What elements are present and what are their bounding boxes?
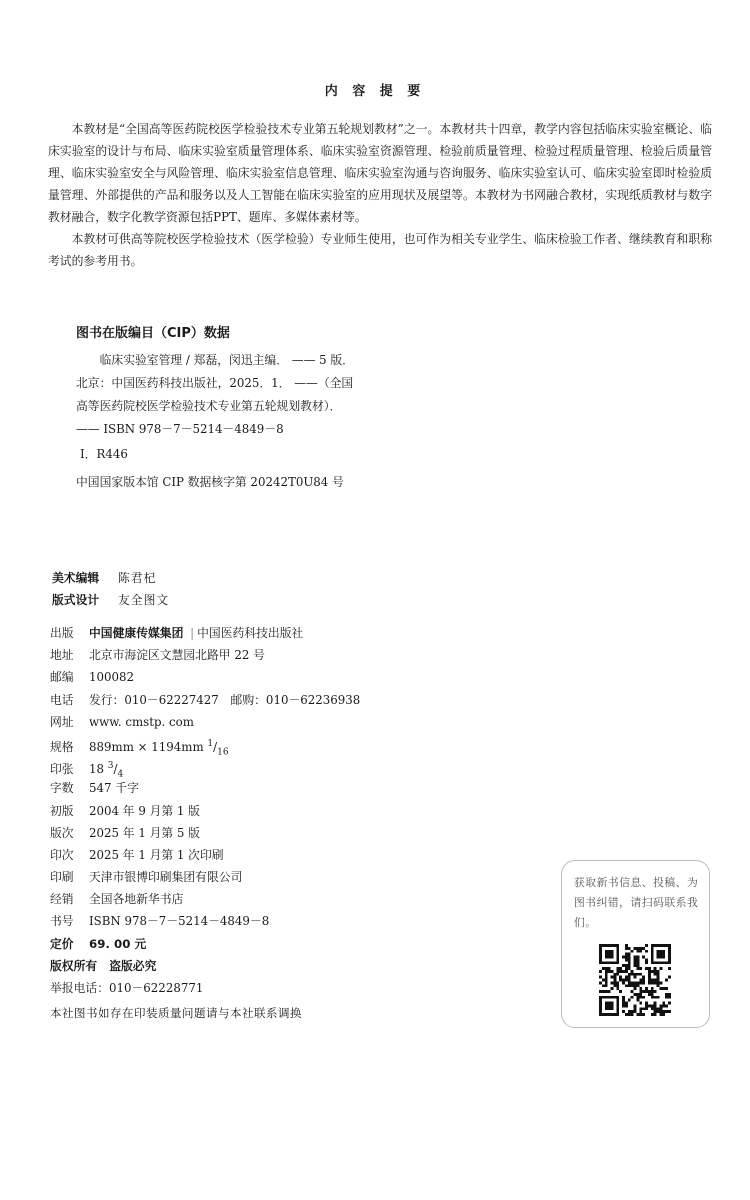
- footer-note: 本社图书如存在印装质量问题请与本社联系调换: [50, 1006, 302, 1020]
- staff-value: 陈君杞: [118, 571, 157, 585]
- info-rights: [50, 955, 360, 977]
- publisher-name: 中国医药科技出版社: [197, 626, 304, 640]
- info-value: 全国各地新华书店: [89, 892, 184, 907]
- info-key: 经销: [50, 892, 74, 907]
- info-value: 69. 00 元: [89, 936, 147, 951]
- info-website: [50, 711, 360, 733]
- info-key: 定价: [50, 936, 74, 951]
- info-report-phone: 举报电话：010－62228771: [50, 981, 204, 995]
- cip-record: [76, 349, 358, 441]
- info-value: 547 千字: [89, 781, 139, 796]
- info-address: [50, 644, 360, 666]
- info-key: 印张: [50, 762, 74, 777]
- cip-classification: Ⅰ．R446: [80, 447, 128, 461]
- info-value: 北京市海淀区文慧园北路甲 22 号: [89, 648, 265, 663]
- cip-line: 北京：中国医药科技出版社，2025．1． ——（全国高等医药院校医学检验技术专业第五轮规划教材）． —— ISBN 978－7－5214－4849－8: [76, 376, 354, 436]
- info-printer: [50, 866, 360, 888]
- info-printing: [50, 844, 360, 866]
- fraction-denominator: 4: [117, 769, 124, 780]
- info-key: 初版: [50, 803, 74, 818]
- info-words: [50, 777, 360, 799]
- info-value: 2025 年 1 月第 5 版: [89, 825, 200, 840]
- info-edition: [50, 822, 360, 844]
- info-isbn: [50, 910, 360, 932]
- info-key: 规格: [50, 739, 74, 754]
- fraction-denominator: 16: [217, 747, 229, 758]
- info-key: 印次: [50, 847, 74, 862]
- info-key: 版权所有: [50, 958, 98, 973]
- info-key: 地址: [50, 648, 74, 663]
- cip-line: 临床实验室管理 / 郑磊，闵迅主编． —— 5 版．: [99, 353, 354, 367]
- cip-cert-number: 中国国家版本馆 CIP 数据核字第 20242T0U84 号: [76, 475, 344, 489]
- info-price: [50, 933, 360, 955]
- fraction-numerator: 3: [107, 761, 114, 772]
- info-key: 字数: [50, 781, 74, 796]
- info-value: 发行：010－62227427 邮购：010－62236938: [89, 692, 361, 707]
- info-key: 网址: [50, 714, 74, 729]
- info-value: 2025 年 1 月第 1 次印刷: [89, 847, 224, 862]
- qr-card-text: 获取新书信息、投稿、为图书纠错，请扫码联系我们。: [574, 876, 699, 929]
- info-key: 版次: [50, 825, 74, 840]
- summary-title: 内 容 提 要: [324, 84, 426, 99]
- info-distributor: [50, 888, 360, 910]
- fraction-numerator: 1: [207, 738, 214, 749]
- qr-code-icon: [599, 944, 671, 1016]
- info-value: ISBN 978－7－5214－4849－8: [89, 914, 270, 929]
- info-value: 889mm × 1194mm: [89, 739, 204, 754]
- info-phone: [50, 689, 360, 711]
- info-value: 盗版必究: [109, 958, 157, 973]
- cip-title: 图书在版编目（CIP）数据: [76, 326, 230, 341]
- staff-layout-design: [52, 591, 169, 608]
- summary-paragraph: 本教材是“全国高等医药院校医学检验技术专业第五轮规划教材”之一。本教材共十四章，教学内容包括临床实验室概论、临床实验室的设计与布局、临床实验室质量管理体系、临床实验室资源管理、检验前质量管理、检验过程质量管理、检验后质量管理、临床实验室安全与风险管理、临床实验室信息管理、临床实验室沟通与咨询服务、临床实验室认可、临床实验室即时检验质量管理、外部提供的产品和服务以及人工智能在临床实验室的应用现状及展望等。本教材为书网融合教材，实现纸质教材与数字教材融合，数字化教学资源包括PPT、题库、多媒体素材等。: [48, 122, 712, 224]
- info-publisher: [50, 622, 360, 644]
- staff-art-editor: [52, 569, 156, 586]
- info-sheets: 印张 18 $^3/_4$: [50, 755, 360, 777]
- publisher-group: 中国健康传媒集团: [89, 626, 184, 640]
- staff-label: 美术编辑: [52, 571, 100, 585]
- publisher-separator: |: [190, 626, 195, 640]
- info-spec: 规格 889mm × 1194mm $^1/_{16}$: [50, 733, 360, 755]
- info-value: www. cmstp. com: [89, 714, 194, 729]
- info-key: 印刷: [50, 870, 74, 885]
- info-first-edition: [50, 800, 360, 822]
- info-value: 18: [89, 762, 105, 777]
- info-key: 书号: [50, 914, 74, 929]
- publication-info: [50, 622, 360, 999]
- info-key: 电话: [50, 692, 74, 707]
- info-value: 天津市银博印刷集团有限公司: [89, 870, 243, 885]
- info-postcode: [50, 666, 360, 688]
- info-key: 邮编: [50, 670, 74, 685]
- staff-value: 友全图文: [118, 593, 170, 607]
- qr-card: [561, 860, 710, 1028]
- info-key: 出版: [50, 626, 74, 640]
- summary-body: [48, 118, 712, 272]
- staff-label: 版式设计: [52, 593, 100, 607]
- info-value: 2004 年 9 月第 1 版: [89, 803, 200, 818]
- info-value: 100082: [89, 670, 135, 685]
- summary-paragraph: 本教材可供高等院校医学检验技术（医学检验）专业师生使用，也可作为相关专业学生、临床检验工作者、继续教育和职称考试的参考用书。: [48, 232, 712, 268]
